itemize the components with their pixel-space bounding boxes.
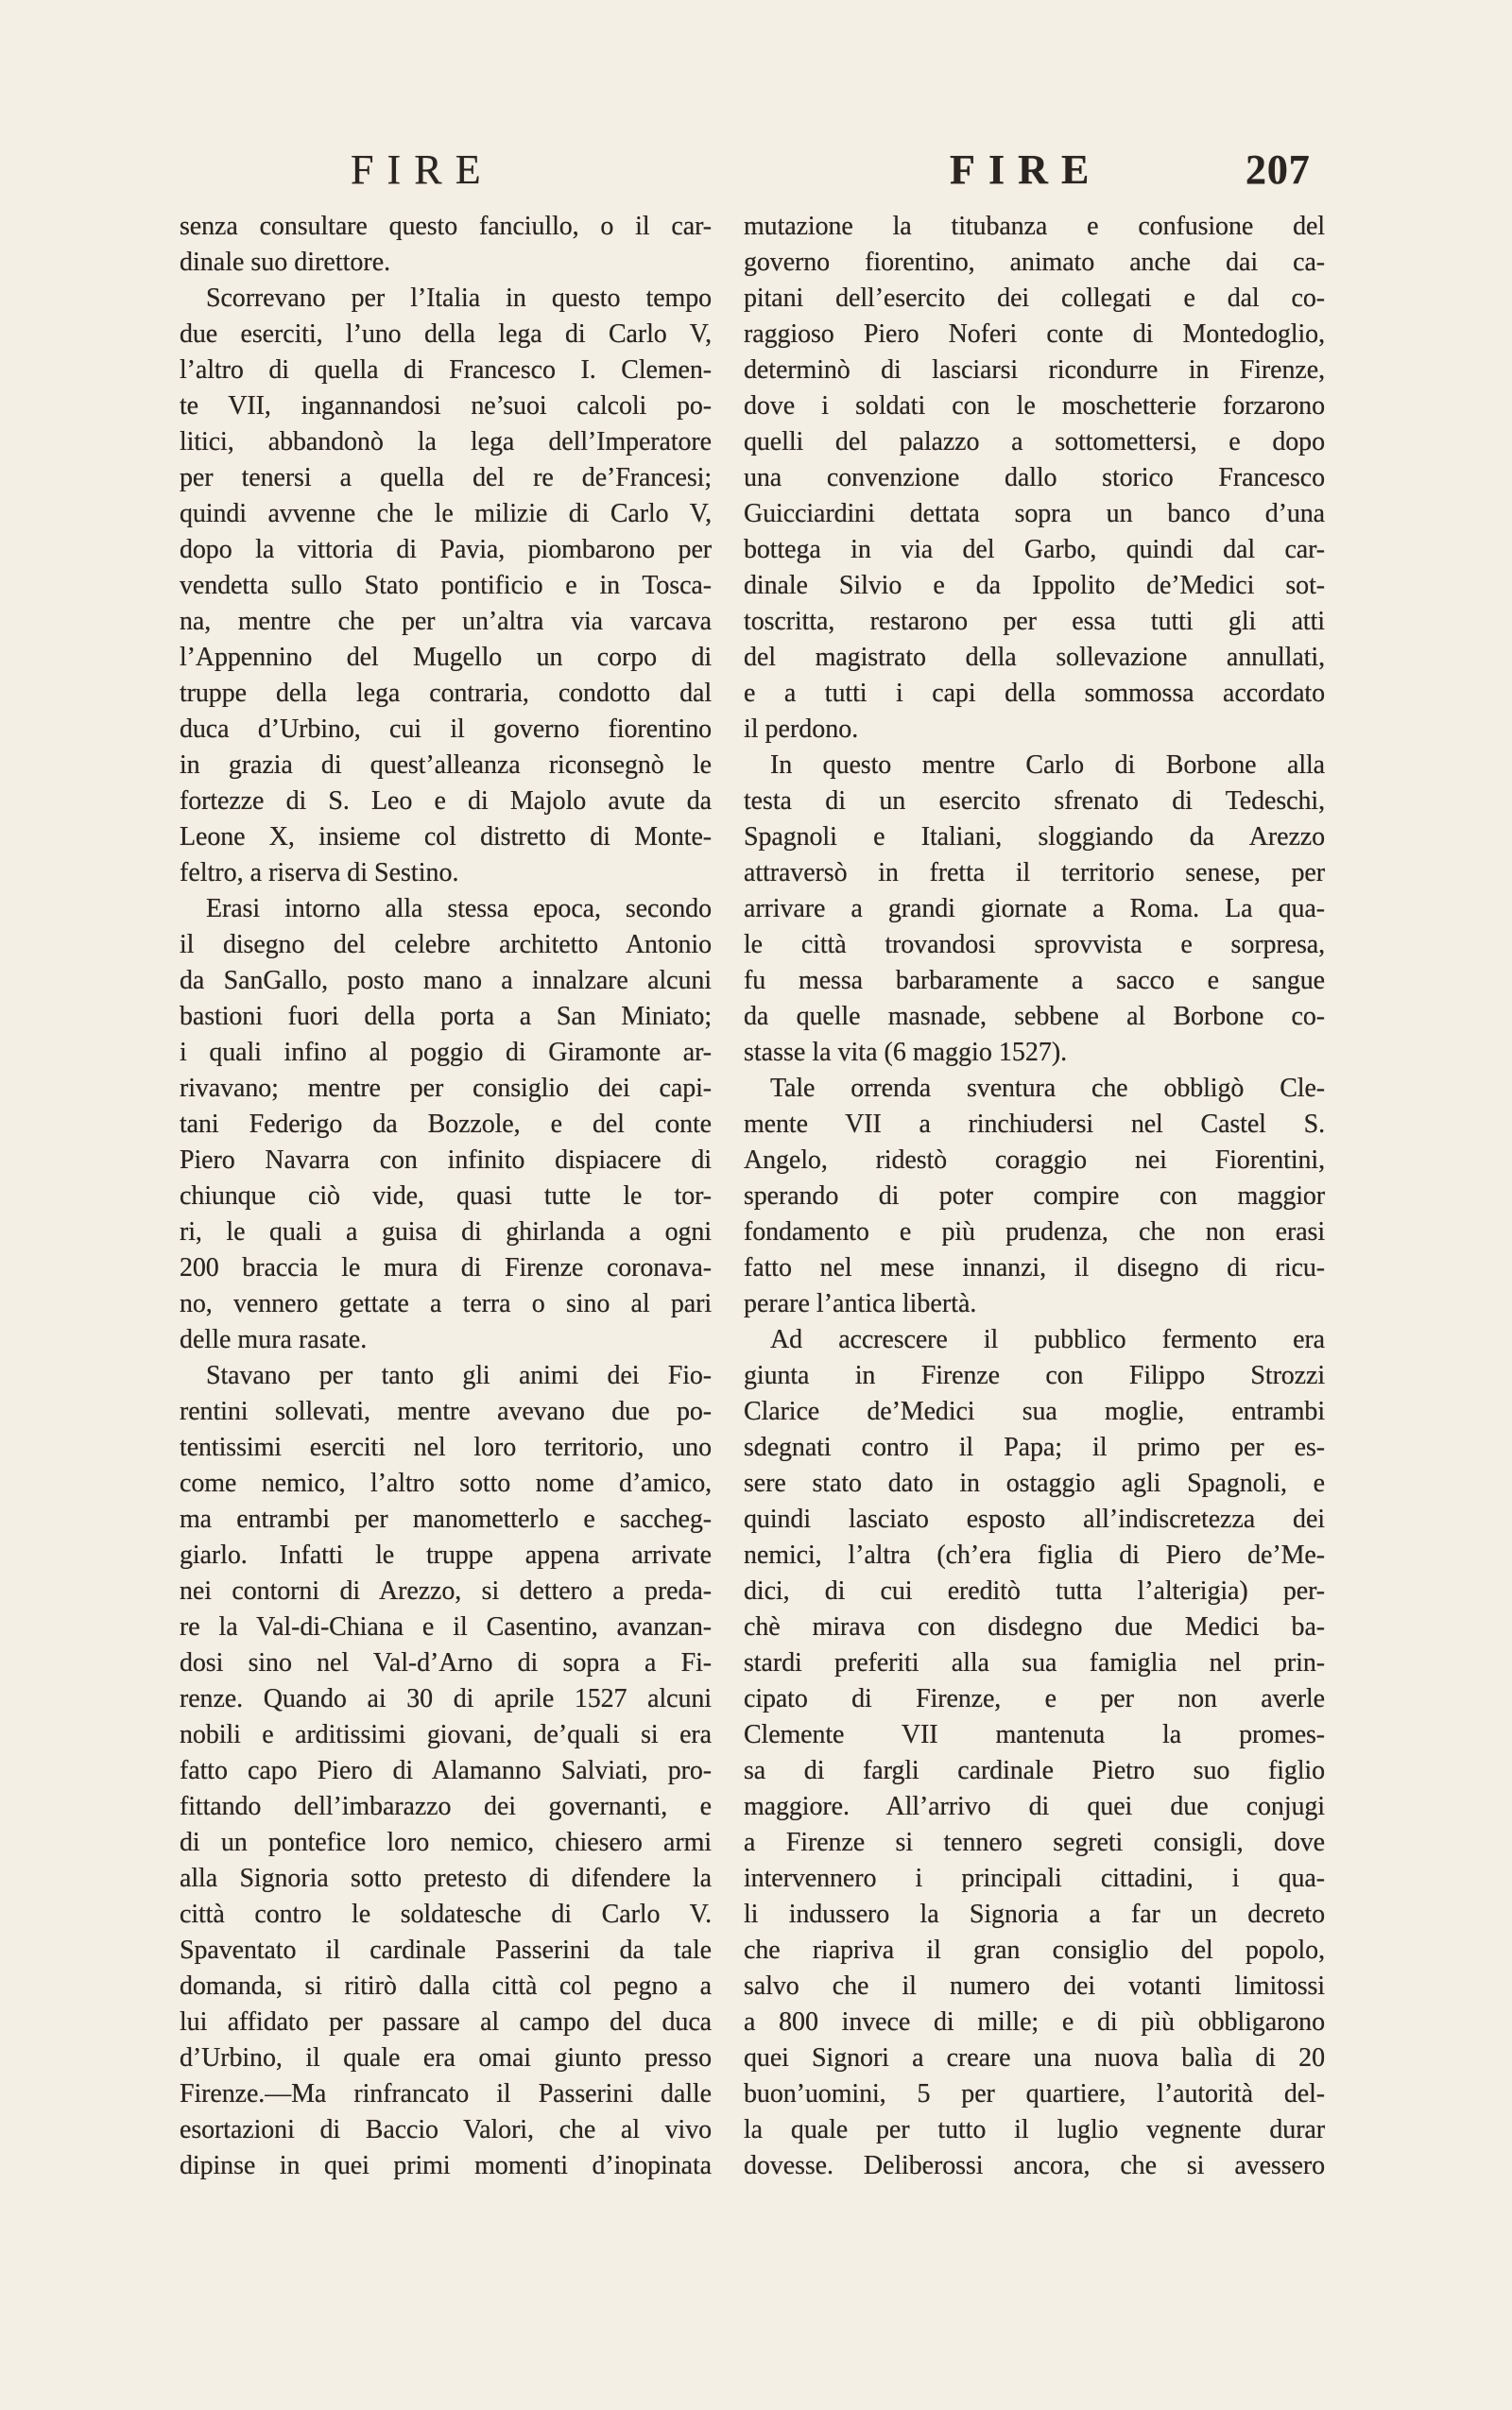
text-line-content: toscritta, restarono per essa tutti gli atti [744,607,1325,636]
text-line-content: delle mura rasate. [180,1325,368,1354]
text-line [180,1645,712,1681]
text-line [744,317,1325,353]
text-line [180,1035,712,1071]
text-line-content: duca d’Urbino, cui il governo fiorentino [180,714,712,744]
text-line-content: quindi lasciato esposto all’indiscretezza dei [744,1505,1325,1534]
text-line-content: chè mirava con disdegno due Medici ba- [744,1612,1325,1642]
text-line-content: fittando dell’imbarazzo dei governanti, e [180,1792,712,1821]
text-line [180,1143,712,1179]
text-line-content: dipinse in quei primi momenti d’inopinata [180,2151,712,2180]
text-line [180,388,712,424]
paragraph [744,748,1325,1071]
text-line [180,281,712,317]
paragraph [180,209,712,281]
text-line [180,676,712,712]
text-line-content: a 800 invece di mille; e di più obbligarono [744,2007,1325,2037]
text-line-content: nobili e arditissimi giovani, de’quali si era [180,1720,712,1749]
paragraph [180,891,712,1358]
text-line-content: per tenersi a quella del re de’Francesi; [180,463,712,492]
text-line-content: da SanGallo, posto mano a innalzare alcuni [180,966,712,995]
text-line [180,1753,712,1789]
text-line [744,1717,1325,1753]
text-line [744,245,1325,281]
text-line [744,1645,1325,1681]
text-line-content: stasse la vita (6 maggio 1527). [744,1038,1068,1067]
text-line-content: fatto nel mese innanzi, il disegno di ricu- [744,1253,1325,1282]
text-line [744,748,1325,783]
text-line [744,2112,1325,2148]
text-line-content: fondamento e più prudenza, che non erasi [744,1217,1325,1247]
text-line-content: vendetta sullo Stato pontificio e in Tosca- [180,571,712,600]
running-head-left: FIRE [351,146,494,193]
text-line [180,1107,712,1143]
text-line [744,1214,1325,1250]
text-line [744,999,1325,1035]
text-line-content: sdegnati contro il Papa; il primo per es- [744,1433,1325,1462]
text-line-content: fu messa barbaramente a sacco e sangue [744,966,1325,995]
text-line-content: dici, di cui ereditò tutta l’alterigia) per- [744,1576,1325,1606]
text-line-content: giarlo. Infatti le truppe appena arrivate [180,1541,712,1570]
text-line-content: tani Federigo da Bozzole, e del conte [180,1110,712,1139]
text-line [744,1610,1325,1645]
text-line-content: e a tutti i capi della sommossa accordato [744,679,1325,708]
text-line-content: determinò di lasciarsi ricondurre in Firenze, [744,355,1325,385]
text-line [744,1933,1325,1969]
text-line [744,1430,1325,1466]
text-line [180,748,712,783]
text-line [744,819,1325,855]
text-line [744,1897,1325,1933]
text-line-content: dopo la vittoria di Pavia, piombarono per [180,535,712,564]
text-line-content: dove i soldati con le moschetterie forzarono [744,391,1325,421]
text-line [180,568,712,604]
text-line [180,855,712,891]
text-line-content: no, vennero gettate a terra o sino al pari [180,1289,712,1318]
text-line [744,1753,1325,1789]
text-line [744,353,1325,388]
paragraph [180,281,712,891]
text-line-content: esortazioni di Baccio Valori, che al vivo [180,2115,712,2144]
text-line [180,460,712,496]
text-line-content: che riapriva il gran consiglio del popolo, [744,1936,1325,1965]
text-line-content: 200 braccia le mura di Firenze coronava- [180,1253,712,1282]
text-column-right [744,209,1325,2184]
text-line-content: rentini sollevati, mentre avevano due po- [180,1397,712,1426]
paragraph [744,1322,1325,2184]
text-line [744,568,1325,604]
text-line-content: Clemente VII mantenuta la promes- [744,1720,1325,1749]
text-line-content: una convenzione dallo storico Francesco [744,463,1325,492]
text-line-content: mutazione la titubanza e confusione del [744,212,1325,241]
text-line-content: quindi avvenne che le milizie di Carlo V, [180,499,712,528]
text-line [180,640,712,676]
text-line [744,209,1325,245]
text-line [180,1969,712,2005]
paragraph [180,1358,712,2184]
text-line-content: feltro, a riserva di Sestino. [180,858,459,887]
text-line [180,496,712,532]
text-line [180,424,712,460]
text-line-content: dinale Silvio e da Ippolito de’Medici sot- [744,571,1325,600]
text-line-content: le città trovandosi sprovvista e sorpresa, [744,930,1325,959]
text-line-content: Piero Navarra con infinito dispiacere di [180,1145,712,1175]
text-line [744,1789,1325,1825]
text-line-content: raggioso Piero Noferi conte di Montedoglio, [744,319,1325,349]
text-line-content: nemici, l’altra (ch’era figlia di Piero de’Me- [744,1541,1325,1570]
page-number: 207 [1246,146,1311,193]
text-line [744,963,1325,999]
text-line-content: intervennero i principali cittadini, i qua- [744,1864,1325,1893]
text-line-content: la quale per tutto il luglio vegnente durar [744,2115,1325,2144]
text-line [744,1250,1325,1286]
text-line-content: Leone X, insieme col distretto di Monte- [180,822,712,852]
text-line-content: a Firenze si tennero segreti consigli, dove [744,1828,1325,1857]
text-line [180,1071,712,1107]
text-line-content: Spaventato il cardinale Passerini da tale [180,1936,712,1965]
text-line [744,1681,1325,1717]
text-line-content: perare l’antica libertà. [744,1289,977,1318]
text-line-content: di un pontefice loro nemico, chiesero armi [180,1828,712,1857]
text-line [744,1394,1325,1430]
text-line-content: bottega in via del Garbo, quindi dal car- [744,535,1325,564]
text-line-content: renze. Quando ai 30 di aprile 1527 alcuni [180,1684,712,1713]
text-line-content: li indussero la Signoria a far un decreto [744,1900,1325,1929]
text-line [744,424,1325,460]
text-line-content: senza consultare questo fanciullo, o il car- [180,212,712,241]
text-line [744,783,1325,819]
text-line-content: mente VII a rinchiudersi nel Castel S. [744,1110,1325,1139]
text-line-content: cipato di Firenze, e per non averle [744,1684,1325,1713]
text-line-content: pitani dell’esercito dei collegati e dal co- [744,284,1325,313]
text-line-content: dovesse. Deliberossi ancora, che si avessero [744,2151,1325,2180]
text-line-content: fatto capo Piero di Alamanno Salviati, pro- [180,1756,712,1785]
text-line [180,317,712,353]
text-line [180,1933,712,1969]
text-line [744,281,1325,317]
text-line-content: giunta in Firenze con Filippo Strozzi [744,1361,1325,1390]
text-line-content: testa di un esercito sfrenato di Tedeschi, [744,786,1325,816]
text-line [180,891,712,927]
text-line [744,1825,1325,1861]
text-line [180,2112,712,2148]
text-line [180,1717,712,1753]
text-line-content: sperando di poter compire con maggior [744,1181,1325,1211]
text-line-content: na, mentre che per un’altra via varcava [180,607,712,636]
text-line [744,2148,1325,2184]
text-line [744,1143,1325,1179]
text-line-content: governo fiorentino, animato anche dai ca- [744,248,1325,277]
text-line [180,1502,712,1538]
text-line [744,927,1325,963]
text-line [180,1250,712,1286]
text-line-content: re la Val-di-Chiana e il Casentino, avanzan- [180,1612,712,1642]
text-line-content: Scorrevano per l’Italia in questo tempo [206,284,712,313]
text-line [180,2040,712,2076]
text-line [180,1322,712,1358]
text-line-content: domanda, si ritirò dalla città col pegno a [180,1971,712,2001]
text-line [180,927,712,963]
text-line-content: come nemico, l’altro sotto nome d’amico, [180,1469,712,1498]
text-line [180,1358,712,1394]
text-line [180,2076,712,2112]
text-line-content: dinale suo direttore. [180,248,391,277]
text-line-content: In questo mentre Carlo di Borbone alla [770,750,1325,780]
text-line-content: sa di fargli cardinale Pietro suo figlio [744,1756,1325,1785]
text-line-content: Erasi intorno alla stessa epoca, secondo [206,894,712,923]
text-line [180,1897,712,1933]
text-line [744,1286,1325,1322]
text-column-left [180,209,712,2184]
text-line [180,1574,712,1610]
text-line [744,855,1325,891]
text-line-content: sere stato dato in ostaggio agli Spagnoli, e [744,1469,1325,1498]
text-line-content: alla Signoria sotto pretesto di difendere la [180,1864,712,1893]
text-line-content: attraversò in fretta il territorio senese, per [744,858,1325,887]
text-line [744,1035,1325,1071]
text-line [180,1789,712,1825]
text-line-content: quei Signori a creare una nuova balìa di 20 [744,2043,1325,2073]
text-line-content: Tale orrenda sventura che obbligò Cle- [770,1074,1325,1103]
text-line [180,209,712,245]
text-line [744,532,1325,568]
text-line-content: bastioni fuori della porta a San Miniato; [180,1002,712,1031]
text-line [180,1861,712,1897]
text-line [744,1861,1325,1897]
text-line [180,1466,712,1502]
text-line-content: quelli del palazzo a sottomettersi, e dopo [744,427,1325,456]
text-line [744,1538,1325,1574]
text-line [744,388,1325,424]
text-line-content: truppe della lega contraria, condotto dal [180,679,712,708]
text-line [744,1466,1325,1502]
text-line [180,712,712,748]
text-line-content: il disegno del celebre architetto Antonio [180,930,712,959]
text-line-content: buon’uomini, 5 per quartiere, l’autorità del- [744,2079,1325,2109]
text-line-content: del magistrato della sollevazione annullati, [744,643,1325,672]
text-line [744,1502,1325,1538]
text-line [180,1610,712,1645]
text-line-content: te VII, ingannandosi ne’suoi calcoli po- [180,391,712,421]
text-line-content: Angelo, ridestò coraggio nei Fiorentini, [744,1145,1325,1175]
text-line-content: Ad accrescere il pubblico fermento era [770,1325,1325,1354]
text-line-content: litici, abbandonò la lega dell’Imperatore [180,427,712,456]
text-line [744,891,1325,927]
text-line [180,1286,712,1322]
text-line-content: da quelle masnade, sebbene al Borbone co- [744,1002,1325,1031]
text-line [744,1574,1325,1610]
text-line [744,676,1325,712]
text-line [180,999,712,1035]
text-line [180,604,712,640]
text-line [180,819,712,855]
text-line [744,1179,1325,1214]
text-line-content: salvo che il numero dei votanti limitossi [744,1971,1325,2001]
text-line [744,1969,1325,2005]
text-line [180,1825,712,1861]
text-line [180,532,712,568]
text-line-content: Spagnoli e Italiani, sloggiando da Arezzo [744,822,1325,852]
text-line-content: d’Urbino, il quale era omai giunto presso [180,2043,712,2073]
text-line [744,1107,1325,1143]
text-line [744,496,1325,532]
text-line-content: lui affidato per passare al campo del duca [180,2007,712,2037]
paragraph [744,209,1325,748]
text-line-content: Guicciardini dettata sopra un banco d’una [744,499,1325,528]
text-line-content: città contro le soldatesche di Carlo V. [180,1900,712,1929]
text-line [744,2005,1325,2040]
text-line-content: ri, le quali a guisa di ghirlanda a ogni [180,1217,712,1247]
text-line [180,2005,712,2040]
text-line [744,640,1325,676]
running-head-right: FIRE [950,146,1103,193]
text-line [744,1358,1325,1394]
text-line-content: l’Appennino del Mugello un corpo di [180,643,712,672]
text-line [180,1430,712,1466]
text-line [180,783,712,819]
text-line-content: tentissimi eserciti nel loro territorio, uno [180,1433,712,1462]
text-line [744,1071,1325,1107]
text-line-content: il perdono. [744,714,859,744]
text-line [180,2148,712,2184]
text-line [744,2076,1325,2112]
text-line-content: dosi sino nel Val-d’Arno di sopra a Fi- [180,1648,712,1678]
text-line-content: nei contorni di Arezzo, si dettero a preda- [180,1576,712,1606]
text-line-content: stardi preferiti alla sua famiglia nel prin- [744,1648,1325,1678]
text-line-content: ma entrambi per manometterlo e saccheg- [180,1505,712,1534]
text-line [744,604,1325,640]
text-line [744,2040,1325,2076]
text-line [180,1538,712,1574]
paragraph [744,1071,1325,1322]
text-line-content: l’altro di quella di Francesco I. Clemen- [180,355,712,385]
text-line [180,963,712,999]
text-line [744,1322,1325,1358]
text-line [744,712,1325,748]
text-line-content: maggiore. All’arrivo di quei due conjugi [744,1792,1325,1821]
text-line-content: arrivare a grandi giornate a Roma. La qua- [744,894,1325,923]
text-line-content: Stavano per tanto gli animi dei Fio- [206,1361,712,1390]
text-line [744,460,1325,496]
text-line [180,1214,712,1250]
text-line [180,1394,712,1430]
text-line [180,353,712,388]
text-line-content: i quali infino al poggio di Giramonte ar- [180,1038,712,1067]
text-line-content: Clarice de’Medici sua moglie, entrambi [744,1397,1325,1426]
text-line-content: rivavano; mentre per consiglio dei capi- [180,1074,712,1103]
text-line-content: chiunque ciò vide, quasi tutte le tor- [180,1181,712,1211]
text-line [180,245,712,281]
text-line [180,1179,712,1214]
text-line [180,1681,712,1717]
text-line-content: Firenze.—Ma rinfrancato il Passerini dalle [180,2079,712,2109]
text-line-content: fortezze di S. Leo e di Majolo avute da [180,786,712,816]
text-line-content: due eserciti, l’uno della lega di Carlo V, [180,319,712,349]
text-line-content: in grazia di quest’alleanza riconsegnò le [180,750,712,780]
